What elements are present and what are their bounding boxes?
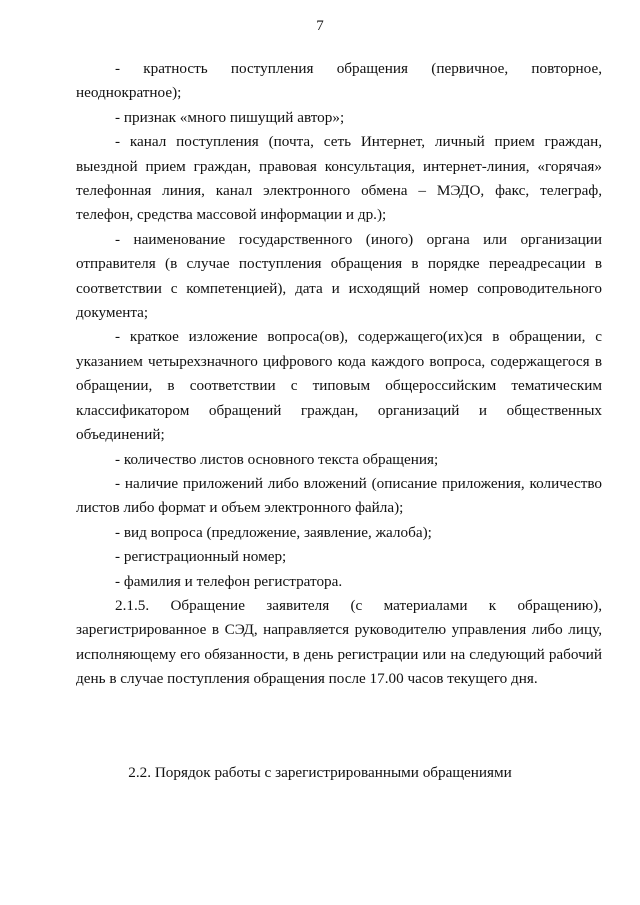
list-item-registration-number: - регистрационный номер; xyxy=(115,548,287,566)
list-item-attachments: - наличие приложений либо вложений (описание приложения, количество листов либо формат и объем электронного файла); xyxy=(76,474,602,517)
section-heading: 2.2. Порядок работы с зарегистрированными обращениями xyxy=(128,764,512,781)
clause-2-1-5: 2.1.5. Обращение заявителя (с материалами к обращению), зарегистрированное в СЭД, направляется руководителю управления либо лицу, исполняющему его обязанности, в день регистрации или на следующий рабочий день в случае поступления обращения после 17.00 часов текущего дня. xyxy=(76,596,602,688)
list-item-question-type: - вид вопроса (предложение, заявление, жалоба); xyxy=(115,523,432,541)
list-item-summary: - краткое изложение вопроса(ов), содержащего(их)ся в обращении, с указанием четырехзначного цифрового кода каждого вопроса, содержащегося в обращении, в соответствии с типовым общероссийским тематическим классификатором обращений граждан, организаций и общественных объединений; xyxy=(76,328,602,444)
page-number: 7 xyxy=(316,18,324,34)
list-item-registrar: - фамилия и телефон регистратора. xyxy=(115,572,343,590)
list-item-frequency: - кратность поступления обращения (первичное, повторное, неоднократное); xyxy=(76,60,602,102)
list-item-sheet-count: - количество листов основного текста обращения; xyxy=(115,450,439,468)
list-item-prolific-author: - признак «много пишущий автор»; xyxy=(115,108,345,126)
list-item-channel: - канал поступления (почта, сеть Интернет, личный прием граждан, выездной прием граждан, правовая консультация, интернет-линия, «горячая» телефонная линия, канал электронного обмена – МЭДО, факс, телеграф, телефон, средства массовой информации и др.); xyxy=(76,133,602,224)
list-item-sender-organ: - наименование государственного (иного) органа или организации отправителя (в случае поступления обращения в порядке переадресации в соответствии с компетенцией), дата и исходящий номер сопроводительного документа; xyxy=(76,230,602,322)
document-body xyxy=(76,57,602,692)
